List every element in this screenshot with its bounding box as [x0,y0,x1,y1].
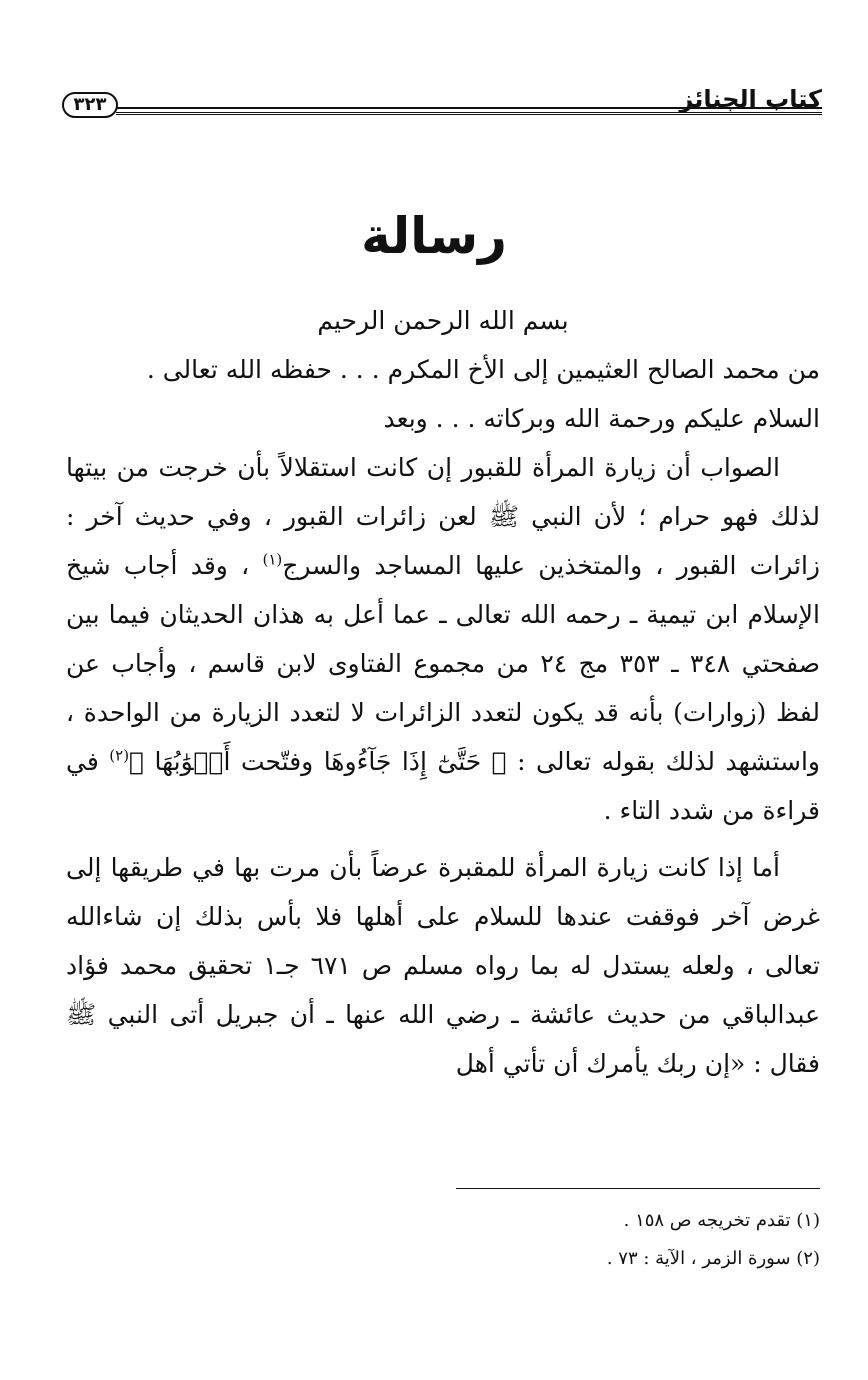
paragraph-1-part-b: ، وقد أجاب شيخ الإسلام ابن تيمية ـ رحمه الله تعالى ـ عما أعل به هذان الحديثان فيما بين صفحتي ٣٤٨ ـ ٣٥٣ مج ٢٤ من مجموع الفتاوى لابن قاسم ، وأجاب عن لفظ (زوارات) بأنه قد يكون لتعدد الزائرات لا لتعدد الزيارة من الواحدة ، واستشهد لذلك بقوله تعالى : ﴿ حَتَّىٰٓ إِذَا جَآءُوهَا وفتّحت أَبۡوَٰبُهَا ﴾ [66,551,820,776]
footnote-ref-1: (١) [262,550,283,569]
book-section-title: كتاب الجنائز [679,85,822,113]
letter-body [66,296,820,1088]
header-rule [116,107,822,113]
paragraph-1 [66,443,820,835]
basmala: بسم الله الرحمن الرحيم [317,306,569,335]
footnote-ref-2: (٢) [109,746,130,765]
paragraph-1-part-a: الصواب أن زيارة المرأة للقبور إن كانت استقلالاً بأن خرجت من بيتها لذلك فهو حرام ؛ لأن النبي ﷺ لعن زائرات القبور ، وفي حديث آخر : زائرات القبور ، والمتخذين عليها المساجد والسرج [66,453,821,580]
letter-title: رسالة [361,207,507,265]
footnote-2: (٢) سورة الزمر ، الآية : ٧٣ . [606,1248,820,1269]
header-rule-thin [116,114,822,115]
page-number: ٣٢٣ [62,92,118,118]
greeting-line: السلام عليكم ورحمة الله وبركاته . . . وبعد [383,404,820,433]
footnote-separator [456,1188,820,1189]
footnote-1: (١) تقدم تخريجه ص ١٥٨ . [623,1210,820,1231]
footnotes [66,1202,820,1278]
paragraph-1-part-c: في قراءة من شدد التاء . [66,747,820,825]
paragraph-2: أما إذا كانت زيارة المرأة للمقبرة عرضاً بأن مرت بها في طريقها إلى غرض آخر فوقفت عندها للسلام على أهلها فلا بأس بذلك إن شاءالله تعالى ، ولعله يستدل له بما رواه مسلم ص ٦٧١ جـ١ تحقيق محمد فؤاد عبدالباقي من حديث عائشة ـ رضي الله عنها ـ أن جبريل أتى النبي ﷺ فقال : «إن ربك يأمرك أن تأتي أهل [66,853,820,1078]
sender-line: من محمد الصالح العثيمين إلى الأخ المكرم . . . حفظه الله تعالى . [146,355,820,384]
running-header [62,84,822,124]
